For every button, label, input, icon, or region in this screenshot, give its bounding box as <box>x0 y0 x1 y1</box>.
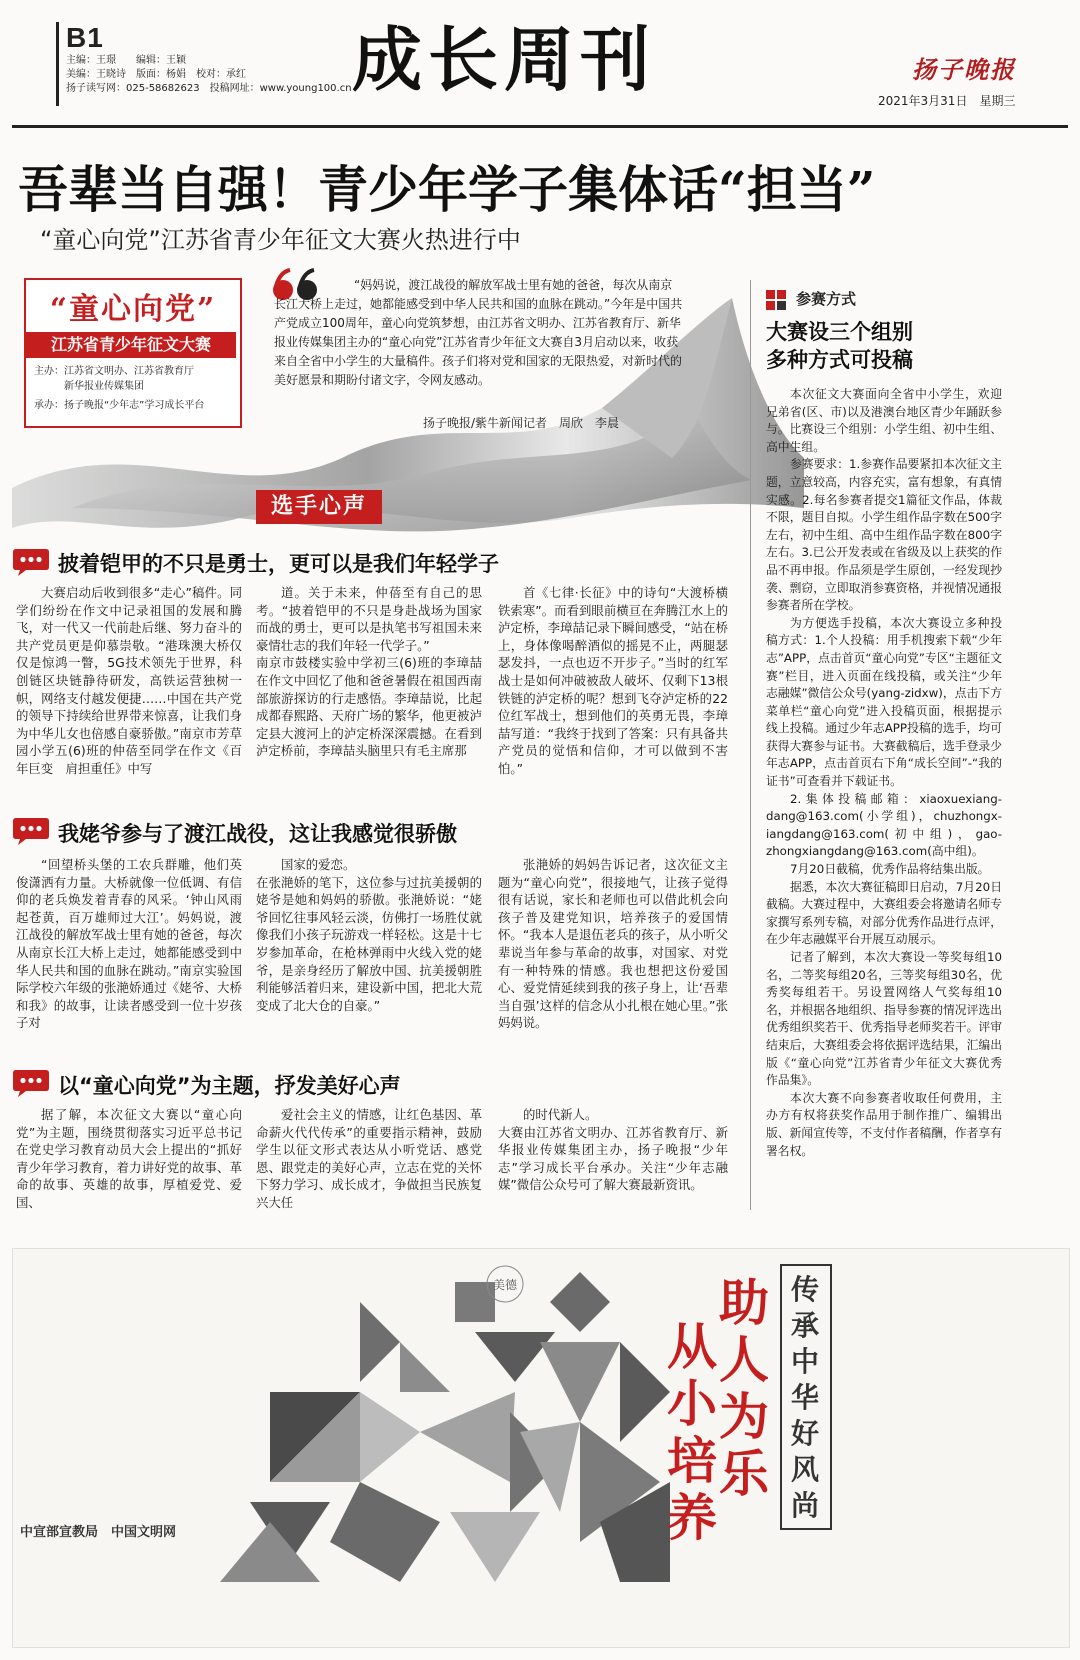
badge-organizer: 承办：扬子晚报“少年志”学习成长平台 <box>34 400 205 411</box>
speech-bubble-icon <box>12 1068 50 1098</box>
section-heading: 以“童心向党”为主题，抒发美好心声 <box>58 1074 401 1098</box>
subheadline: “童心向党”江苏省青少年征文大赛火热进行中 <box>40 226 521 254</box>
sidebar-paragraph: 记者了解到，本次大赛设一等奖每组10名，二等奖每组20名，三等奖每组30名，优秀奖每组若干。另设置网络人气奖每组10名，并根据各地组织、指导参赛的情况评选出优秀组织奖若干、优秀指导老师奖若干。评审结束后，大赛组委会将依据评选结果，汇编出版《“童心向党”江苏省青少年征文大赛优秀作品集》。 <box>766 950 1002 1088</box>
article-column: 道。关于未来，仲蓓至有自己的思考。“披着铠甲的不只是身赴战场为国家而战的勇士，更可以是执笔书写祖国未来豪情壮志的我们年轻一代学子。” 南京市鼓楼实验中学初三(6)班的李璋喆在作文中回忆了他和爸爸暑假在祖国西南部旅游探访的行走感悟。李璋喆说，比起成都春熙路、天府广场的繁华，他更被泸定县大渡河上的泸定桥深深震撼。在看到泸定桥前，李璋喆头脑里只有毛主席那 <box>256 585 482 759</box>
event-badge <box>24 278 242 428</box>
ad-vertical-text: 传 承 中 华 好 风 尚 <box>790 1273 819 1522</box>
sidebar-body <box>766 386 1002 1160</box>
tangram-figures-illustration <box>210 1262 680 1592</box>
sidebar-title <box>766 318 913 374</box>
badge-slogan: “童心向党” <box>49 292 217 327</box>
article-column: “回望桥头堡的工农兵群雕，他们英俊潇洒有力量。大桥就像一位低调、有信仰的老兵焕发着青春的风采。‘钟山风雨起苍黄，百万雄师过大江’。妈妈说，渡江战役的解放军战士里有她的爸爸，每次从南京长江大桥上走过，她都能感受到中华人民共和国的血脉在跳动。”南京实验国际学校六年级的张滟娇通过《姥爷、大桥和我》的故事，让读者感受到一位十岁孩子对 <box>16 857 242 1031</box>
badge-host-line: 主办：江苏省文明办、江苏省教育厅 <box>34 366 194 377</box>
ad-sponsors: 中宣部宣教局 中国文明网 <box>20 1525 177 1540</box>
speech-bubble-icon <box>12 816 50 846</box>
section-title: 成长周刊 <box>352 19 656 101</box>
sidebar-label: 参赛方式 <box>796 290 857 308</box>
credit-line: 扬子读写网：025-58682623 投稿网址：www.young100.cn <box>66 83 352 94</box>
masthead-rule <box>56 22 59 106</box>
ad-slogan-line: 从 小 培 养 <box>667 1317 717 1547</box>
paper-logo: 扬子晚报 <box>912 55 1016 84</box>
sidebar-paragraph: 参赛要求：1.参赛作品要紧扣本次征文主题，立意较高，内容充实，富有想象，有真情实感。2.每名参赛者提交1篇征文作品，体裁不限，题目自拟。小学生组作品字数在500字左右，初中生组、高中生组作品字数在800字左右。3.已公开发表或在省级及以上获奖的作品不再申报。作品须是学生原创，一经发现抄袭、剽窃，立即取消参赛资格，并视情况通报参赛者所在学校。 <box>766 457 1002 613</box>
column-divider <box>750 280 751 1210</box>
square-grid-icon <box>766 290 788 312</box>
sidebar-paragraph: 本次大赛不向参赛者收取任何费用，主办方有权将获奖作品用于制作推广、编辑出版、新闻宣传等，不支付作者稿酬，作者享有署名权。 <box>766 1090 1002 1158</box>
credit-line: 主编：王璟 编辑：王颖 <box>66 55 186 66</box>
lead-paragraph: “妈妈说，渡江战役的解放军战士里有她的爸爸，每次从南京长江大桥上走过，她都能感受到中华人民共和国的血脉在跳动。”今年是中国共产党成立100周年，童心向党筑梦想，由江苏省文明办、江苏省教育厅、新华报业传媒集团主办的“童心向党”江苏省青少年征文大赛自3月启动以来，收获来自全省中小学生的大量稿件。孩子们将对党和国家的无限热爱，对新时代的美好愿景和期盼付诸文字，令网友感动。 <box>274 278 683 387</box>
section-heading: 我姥爷参与了渡江战役，这让我感觉很骄傲 <box>58 822 457 846</box>
voices-tag: 选手心声 <box>256 490 382 524</box>
sidebar-paragraph: 本次征文大赛面向全省中小学生，欢迎兄弟省(区、市)以及港澳台地区青少年踊跃参与。比赛设三个组别：小学生组、初中生组、高中生组。 <box>766 387 1002 454</box>
masthead-info <box>66 22 352 96</box>
article-column: 首《七律·长征》中的诗句“大渡桥横铁索寒”。而看到眼前横亘在奔腾江水上的泸定桥，李璋喆记录下瞬间感受，“站在桥上，身体像喝醉酒似的摇晃不止，两腿瑟瑟发抖，一点也迈不开步子。”当时的红军战士是如何冲破被敌人破坏、仅剩下13根铁链的泸定桥的呢？想到飞夺泸定桥的22位红军战士，想到他们的英勇无畏，李璋喆写道：“我终于找到了答案：只有具备共产党员的觉悟和信仰，才可以做到不害怕。” <box>498 585 728 776</box>
badge-event-name: 江苏省青少年征文大赛 <box>26 332 236 358</box>
byline: 扬子晚报/紫牛新闻记者 周欣 李晨 <box>423 416 620 430</box>
sidebar-paragraph: 为方便选手投稿，本次大赛设立多种投稿方式：1.个人投稿：用手机搜索下载“少年志”APP，点击首页“童心向党”专区“主题征文赛”栏目，进入页面在线投稿，或关注“少年志融媒”微信公众号(yang-zidxw)，点击下方菜单栏“童心向党”进入投稿页面，根据提示线上投稿。通过少年志APP投稿的选手，均可获得大赛参与证书。大赛截稿后，选手登录少年志APP，点击首页右下角“成长空间”-“我的证书”可查看并下载证书。 <box>766 615 1002 789</box>
sidebar-paragraph: 2.集体投稿邮箱：xiaoxuexiang-dang@163.com(小学组)，chuzhongx-iangdang@163.com(初中组)，gao-zhongxiangdang@163.com(高中组)。 <box>766 791 1002 859</box>
sidebar-title-line: 多种方式可投稿 <box>766 347 913 372</box>
seal-text: 美德 <box>492 1278 518 1292</box>
badge-host-line: 新华报业传媒集团 <box>34 381 144 392</box>
masthead-divider <box>12 125 1068 128</box>
speech-bubble-icon <box>12 547 50 577</box>
headline: 吾辈当自强！青少年学子集体话“担当” <box>18 160 876 219</box>
article-column: 大赛启动后收到很多“走心”稿件。同学们纷纷在作文中记录祖国的发展和腾飞，对一代又一代前赴后继、努力奋斗的共产党员更是仰慕崇敬。“港珠澳大桥仅仅是惊鸿一瞥，5G技术领先于世界，科创链区块链静待研发，高铁运营独树一帜，网络支付越发便捷……中国在共产党的领导下持续给世界带来惊喜，让我们身为中华儿女也倍感自豪骄傲。”南京市芳草园小学五(6)班的仲蓓至同学在作文《百年巨变 肩担重任》中写 <box>16 585 242 776</box>
article-column: 国家的爱恋。 在张滟娇的笔下，这位参与过抗美援朝的姥爷是她和妈妈的骄傲。张滟娇说：“姥爷回忆往事风轻云淡，仿佛打一场胜仗就像我们小孩子玩游戏一样轻松。这是十七岁参加革命，在枪林弹雨中火线入党的姥爷，是亲身经历了解放中国、抗美援朝胜利能够活着归来，建设新中国，把北大荒变成了北大仓的自豪。” <box>256 857 482 1013</box>
article-column: 张滟娇的妈妈告诉记者，这次征文主题为“童心向党”，很接地气，让孩子觉得很有话说，家长和老师也可以借此机会向孩子普及建党知识，培养孩子的爱国情怀。“我本人是退伍老兵的孩子，从小听父辈说当年参与革命的故事，对国家、对党有一种特殊的情感。我也想把这份爱国心、爱党情延续到我的孩子身上，让‘吾辈当自强’这样的信念从小扎根在她心里。”张妈妈说。 <box>498 857 728 1031</box>
sidebar-title-line: 大赛设三个组别 <box>766 319 913 344</box>
publication-date: 2021年3月31日 星期三 <box>878 94 1016 108</box>
article-column: 的时代新人。 大赛由江苏省文明办、江苏省教育厅、新华报业传媒集团主办，扬子晚报“少年志”学习成长平台承办。关注“少年志融媒”微信公众号可了解大赛最新资讯。 <box>498 1107 728 1193</box>
section-heading: 披着铠甲的不只是勇士，更可以是我们年轻学子 <box>58 552 499 576</box>
article-column: 爱社会主义的情感，让红色基因、革命薪火代代传承”的重要指示精神，鼓励学生以征文形式表达从小听党话、感党恩、跟党走的美好心声，立志在党的关怀下努力学习、成长成才，争做担当民族复兴大任 <box>256 1107 482 1210</box>
ad-slogan-line: 助 人 为 乐 <box>719 1273 769 1503</box>
credit-line: 美编：王晓诗 版面：杨娟 校对：承红 <box>66 69 246 80</box>
page-number: B1 <box>66 22 104 53</box>
article-column: 据了解，本次征文大赛以“童心向党”为主题，围绕贯彻落实习近平总书记在党史学习教育动员大会上提出的“抓好青少年学习教育，着力讲好党的故事、革命的故事、英雄的故事，厚植爱党、爱国、 <box>16 1107 242 1210</box>
sidebar-paragraph: 据悉，本次大赛征稿即日启动，7月20日截稿。大赛过程中，大赛组委会将邀请名师专家撰写系列专稿，对部分优秀作品进行点评，在少年志融媒平台开展互动展示。 <box>766 879 1002 947</box>
badge-hosts <box>34 364 194 394</box>
sidebar-paragraph: 7月20日截稿，优秀作品将结集出版。 <box>790 862 990 877</box>
